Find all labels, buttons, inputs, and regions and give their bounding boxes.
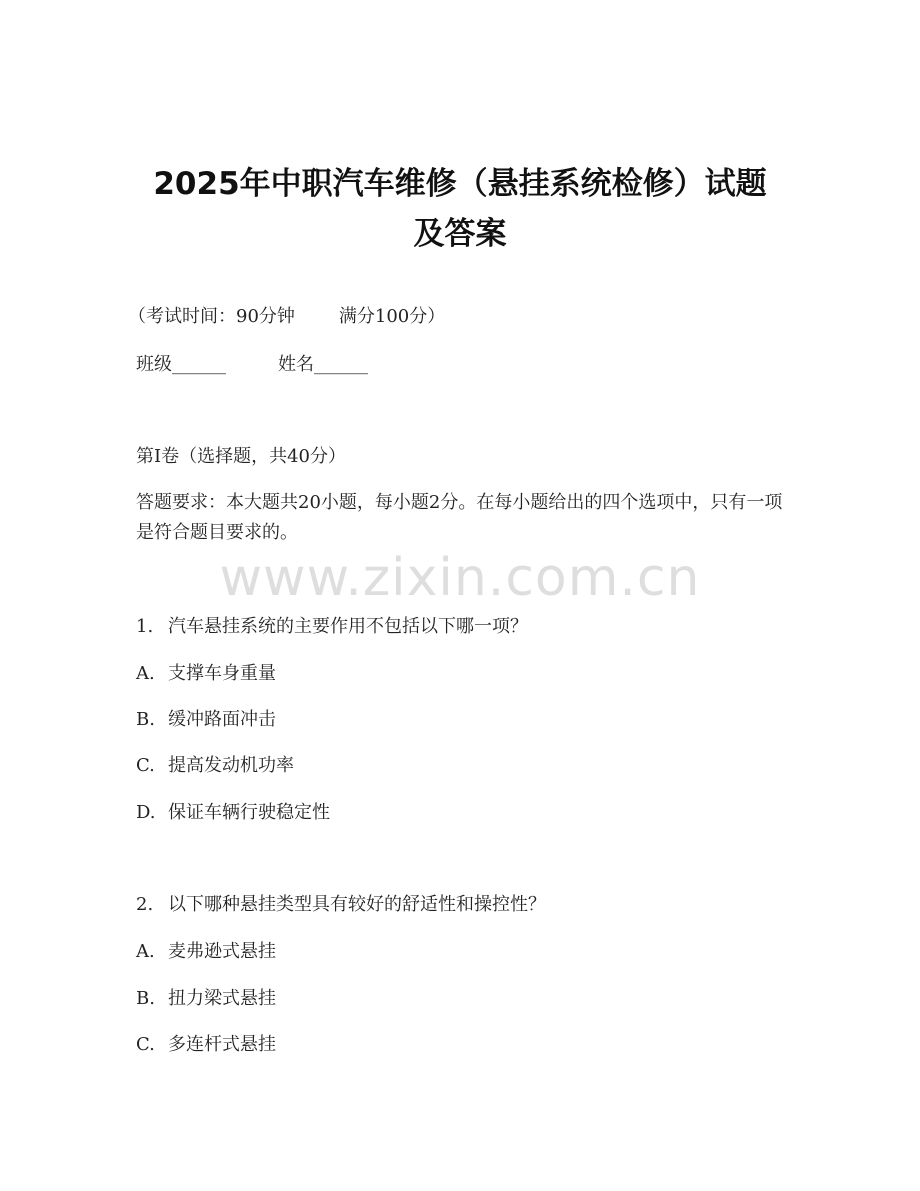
option-text: 多连杆式悬挂 bbox=[168, 1034, 276, 1055]
full-score: 满分100分） bbox=[338, 306, 446, 327]
option-2a bbox=[136, 937, 276, 963]
student-info-row bbox=[136, 350, 368, 376]
question-text: 汽车悬挂系统的主要作用不包括以下哪一项？ bbox=[168, 616, 528, 637]
option-1a bbox=[136, 659, 276, 685]
option-2b bbox=[136, 984, 276, 1010]
question-number: 1. bbox=[136, 616, 154, 637]
class-field: 班级______ bbox=[136, 354, 226, 375]
option-label: C. bbox=[136, 1034, 155, 1055]
watermark: www.zixin.com.cn bbox=[219, 548, 701, 608]
option-label: C. bbox=[136, 755, 155, 776]
option-1c bbox=[136, 751, 294, 777]
option-1b bbox=[136, 705, 276, 731]
option-text: 扭力梁式悬挂 bbox=[168, 988, 276, 1009]
exam-info bbox=[128, 302, 445, 328]
document-title-line1: 2025年中职汽车维修（悬挂系统检修）试题 bbox=[153, 166, 767, 202]
option-label: B. bbox=[136, 709, 155, 730]
option-text: 保证车辆行驶稳定性 bbox=[168, 802, 330, 823]
question-2 bbox=[136, 890, 546, 916]
option-label: A. bbox=[136, 941, 155, 962]
question-text: 以下哪种悬挂类型具有较好的舒适性和操控性？ bbox=[168, 894, 546, 915]
option-text: 缓冲路面冲击 bbox=[168, 709, 276, 730]
exam-time: （考试时间：90分钟 bbox=[128, 306, 295, 327]
option-text: 支撑车身重量 bbox=[168, 663, 276, 684]
option-label: B. bbox=[136, 988, 155, 1009]
name-field: 姓名______ bbox=[278, 354, 368, 375]
document-title-line2: 及答案 bbox=[413, 216, 507, 252]
option-text: 麦弗逊式悬挂 bbox=[168, 941, 276, 962]
question-number: 2. bbox=[136, 894, 154, 915]
question-1 bbox=[136, 612, 528, 638]
option-text: 提高发动机功率 bbox=[168, 755, 294, 776]
section-title: 第I卷（选择题，共40分） bbox=[136, 446, 347, 467]
answer-instructions: 答题要求：本大题共20小题，每小题2分。在每小题给出的四个选项中，只有一项是符合题目要求的。 bbox=[136, 492, 783, 543]
option-label: D. bbox=[136, 802, 156, 823]
option-1d bbox=[136, 798, 330, 824]
option-2c bbox=[136, 1030, 276, 1056]
option-label: A. bbox=[136, 663, 155, 684]
